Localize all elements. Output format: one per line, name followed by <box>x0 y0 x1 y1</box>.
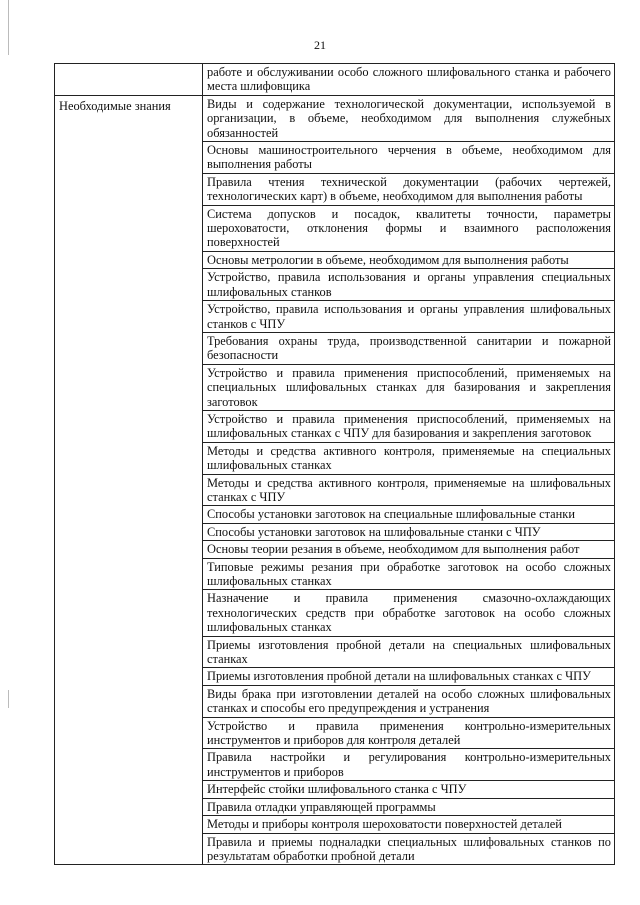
knowledge-item: Система допусков и посадок, квалитеты точности, параметры шероховатости, отклонения формы и взаимного расположения поверхностей <box>203 205 615 251</box>
section-label: Необходимые знания <box>55 95 203 865</box>
knowledge-item: Способы установки заготовок на специальные шлифовальные станки <box>203 506 615 523</box>
knowledge-item: Правила настройки и регулирования контрольно-измерительных инструментов и приборов <box>203 749 615 781</box>
knowledge-item: Основы машиностроительного черчения в объеме, необходимом для выполнения работы <box>203 142 615 174</box>
scan-margin-line <box>8 690 9 708</box>
knowledge-item: Назначение и правила применения смазочно-охлаждающих технологических средств при обработке заготовок на особо сложных шлифовальных станках <box>203 590 615 636</box>
knowledge-item: Устройство, правила использования и органы управления специальных шлифовальных станков <box>203 269 615 301</box>
page-number: 21 <box>314 38 326 52</box>
table-row <box>55 95 615 141</box>
knowledge-item: Приемы изготовления пробной детали на шлифовальных станках с ЧПУ <box>203 668 615 685</box>
knowledge-item: Виды брака при изготовлении деталей на особо сложных шлифовальных станках и способы его предупреждения и устранения <box>203 685 615 717</box>
knowledge-item: Устройство и правила применения приспособлений, применяемых на специальных шлифовальных станках для базирования и закрепления заготовок <box>203 364 615 410</box>
knowledge-item: Основы метрологии в объеме, необходимом для выполнения работы <box>203 251 615 268</box>
knowledge-item: Интерфейс стойки шлифовального станка с ЧПУ <box>203 781 615 798</box>
knowledge-item: Способы установки заготовок на шлифовальные станки с ЧПУ <box>203 523 615 540</box>
knowledge-item: Методы и приборы контроля шероховатости поверхностей деталей <box>203 816 615 833</box>
knowledge-item: Виды и содержание технологической документации, используемой в организации, в объеме, необходимом для выполнения служебных обязанностей <box>203 95 615 141</box>
scan-margin-line <box>8 0 9 55</box>
knowledge-item: Требования охраны труда, производственной санитарии и пожарной безопасности <box>203 332 615 364</box>
knowledge-item: Устройство, правила использования и органы управления шлифовальных станков с ЧПУ <box>203 301 615 333</box>
knowledge-item: Основы теории резания в объеме, необходимом для выполнения работ <box>203 541 615 558</box>
knowledge-item: Правила и приемы подналадки специальных шлифовальных станков по результатам обработки пробной детали <box>203 833 615 865</box>
knowledge-item: Правила чтения технической документации (рабочих чертежей, технологических карт) в объеме, необходимом для выполнения работы <box>203 173 615 205</box>
knowledge-item: Методы и средства активного контроля, применяемые на специальных шлифовальных станках <box>203 442 615 474</box>
empty-label-cell <box>55 64 203 96</box>
knowledge-table <box>54 63 615 865</box>
knowledge-item: Правила отладки управляющей программы <box>203 798 615 815</box>
table-row <box>55 64 615 96</box>
knowledge-item: Устройство и правила применения приспособлений, применяемых на шлифовальных станках с ЧПУ для базирования и закрепления заготовок <box>203 410 615 442</box>
knowledge-item: Приемы изготовления пробной детали на специальных шлифовальных станках <box>203 636 615 668</box>
knowledge-item: Типовые режимы резания при обработке заготовок на особо сложных шлифовальных станках <box>203 558 615 590</box>
knowledge-item: Устройство и правила применения контрольно-измерительных инструментов и приборов для контроля деталей <box>203 717 615 749</box>
knowledge-item: Методы и средства активного контроля, применяемые на шлифовальных станках с ЧПУ <box>203 474 615 506</box>
continuation-cell: работе и обслуживании особо сложного шлифовального станка и рабочего места шлифовщика <box>203 64 615 96</box>
